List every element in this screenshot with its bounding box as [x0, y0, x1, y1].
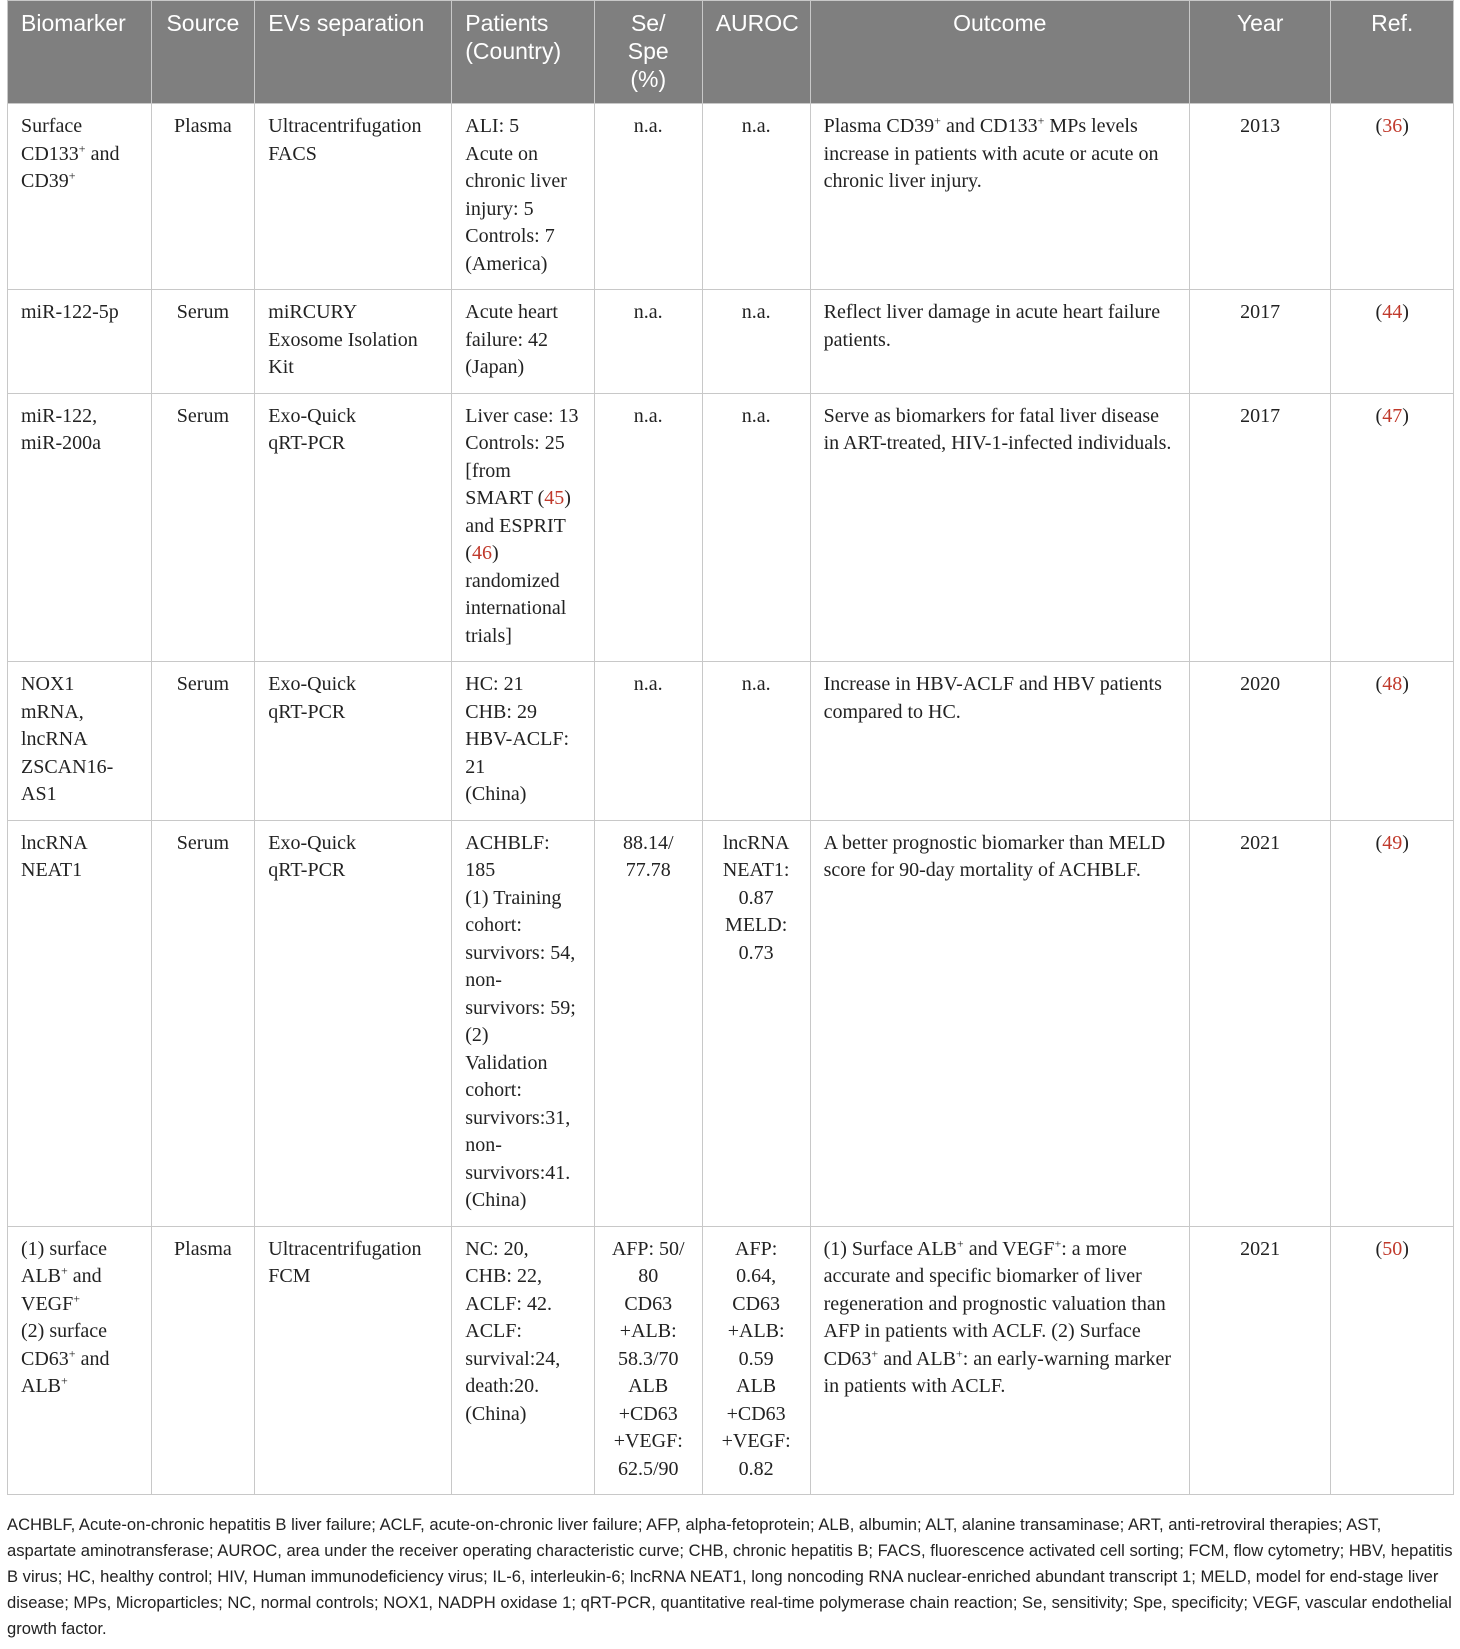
table-container	[7, 0, 1454, 1495]
reference-link[interactable]: 44	[1382, 301, 1403, 323]
cell-ref	[1331, 820, 1454, 1226]
header-ref: Ref.	[1331, 1, 1454, 104]
table-row	[8, 290, 1454, 394]
header-biomarker: Biomarker	[8, 1, 152, 104]
cell-year: 2021	[1189, 820, 1330, 1226]
cell-biomarker	[8, 290, 152, 394]
reference-link[interactable]: 50	[1382, 1237, 1403, 1260]
cell-year: 2017	[1189, 290, 1330, 394]
cell-biomarker	[8, 393, 152, 662]
paren-close: )	[1402, 404, 1409, 427]
header-patients: Patients (Country)	[452, 1, 595, 104]
cell-patients	[452, 662, 595, 821]
header-row	[8, 1, 1454, 104]
cell-evs-separation: Ultracentrifugation FACS	[255, 104, 452, 290]
cell-outcome	[810, 393, 1189, 662]
text-fragment: Surface CD133	[21, 115, 83, 165]
cell-patients	[452, 290, 595, 394]
cell-se-spe: n.a.	[594, 290, 702, 394]
superscript: +	[68, 1345, 76, 1360]
superscript: +	[871, 1345, 879, 1360]
cell-biomarker	[8, 662, 152, 821]
header-year: Year	[1189, 1, 1330, 104]
cell-ref	[1331, 662, 1454, 821]
text-fragment: : an early-warning marker in patients with ACLF.	[823, 1347, 1171, 1397]
cell-year: 2013	[1189, 104, 1330, 290]
cell-ref	[1331, 393, 1454, 662]
cell-ref	[1331, 1226, 1454, 1495]
cell-source: Serum	[151, 393, 255, 662]
reference-link[interactable]: 49	[1382, 831, 1403, 854]
cell-se-spe: n.a.	[594, 662, 702, 821]
superscript: +	[68, 168, 76, 183]
paren-close: )	[1402, 673, 1409, 695]
header-evs-separation: EVs separation	[255, 1, 452, 104]
superscript: +	[956, 1235, 964, 1250]
paren-open: (	[1375, 404, 1383, 427]
cell-source: Plasma	[151, 1226, 255, 1495]
text-fragment: miR-122-5p	[21, 301, 119, 323]
cell-source: Serum	[151, 662, 255, 821]
paren-open: (	[1375, 673, 1383, 695]
text-fragment: Serve as biomarkers for fatal liver disease in ART-treated, HIV-1-infected individuals.	[823, 404, 1172, 454]
text-fragment: lncRNA NEAT1	[21, 831, 88, 881]
cell-se-spe: 88.14/ 77.78	[594, 820, 702, 1226]
cell-evs-separation: Ultracentrifugation FCM	[255, 1226, 452, 1495]
cell-source: Serum	[151, 290, 255, 394]
text-fragment: ) randomized international trials]	[465, 542, 567, 647]
cell-patients	[452, 104, 595, 290]
text-fragment: NC: 20, CHB: 22, ACLF: 42. ACLF: survival:24, death:20. (China)	[465, 1237, 561, 1425]
superscript: +	[934, 113, 941, 128]
text-fragment: Increase in HBV-ACLF and HBV patients compared to HC.	[823, 673, 1162, 723]
cell-evs-separation: Exo-Quick qRT-PCR	[255, 393, 452, 662]
cell-evs-separation: Exo-Quick qRT-PCR	[255, 662, 452, 821]
text-fragment: Plasma CD39	[823, 115, 935, 137]
superscript: +	[73, 1290, 81, 1305]
paren-close: )	[1402, 831, 1409, 854]
cell-ref	[1331, 290, 1454, 394]
text-fragment: MPs levels increase in patients with acute or acute on chronic liver injury.	[823, 115, 1159, 192]
text-fragment: ACHBLF: 185 (1) Training cohort: survivors: 54, non- survivors: 59; (2) Validation cohort: survivors:31, non- survivors:41. (China)	[465, 831, 576, 1211]
header-outcome: Outcome	[810, 1, 1189, 104]
superscript: +	[61, 1373, 68, 1388]
cell-se-spe: AFP: 50/ 80 CD63 +ALB: 58.3/70 ALB +CD63 +VEGF: 62.5/90	[594, 1226, 702, 1495]
text-fragment: and CD133	[940, 115, 1038, 137]
text-fragment: (1) surface ALB	[21, 1237, 108, 1287]
cell-outcome	[810, 104, 1189, 290]
reference-link[interactable]: 47	[1382, 404, 1403, 427]
cell-outcome	[810, 1226, 1189, 1495]
cell-se-spe: n.a.	[594, 393, 702, 662]
cell-patients	[452, 393, 595, 662]
superscript: +	[1054, 1235, 1062, 1250]
cell-patients	[452, 820, 595, 1226]
reference-link[interactable]: 36	[1382, 115, 1403, 137]
header-source: Source	[151, 1, 255, 104]
text-fragment: : a more accurate and specific biomarker of liver regeneration and prognostic valuation than AFP in patients with ACLF. (2) Surface CD63	[823, 1237, 1166, 1370]
table-row	[8, 820, 1454, 1226]
cell-patients	[452, 1226, 595, 1495]
table-row	[8, 393, 1454, 662]
paren-open: (	[1375, 831, 1383, 854]
cell-biomarker	[8, 104, 152, 290]
reference-link[interactable]: 45	[544, 487, 565, 509]
cell-outcome	[810, 290, 1189, 394]
text-fragment: ) and ESPRIT (	[465, 487, 571, 564]
cell-auroc: n.a.	[702, 104, 810, 290]
cell-ref	[1331, 104, 1454, 290]
text-fragment: and VEGF	[21, 1265, 102, 1315]
header-se-spe: Se/ Spe (%)	[594, 1, 702, 104]
cell-outcome	[810, 820, 1189, 1226]
text-fragment: and CD39	[21, 142, 120, 192]
cell-source: Plasma	[151, 104, 255, 290]
header-auroc: AUROC	[702, 1, 810, 104]
text-fragment: Acute heart failure: 42 (Japan)	[465, 301, 558, 378]
cell-year: 2021	[1189, 1226, 1330, 1495]
paren-open: (	[1375, 1237, 1383, 1260]
text-fragment: A better prognostic biomarker than MELD score for 90-day mortality of ACHBLF.	[823, 831, 1166, 881]
text-fragment: ALI: 5 Acute on chronic liver injury: 5 Controls: 7 (America)	[465, 115, 567, 275]
reference-link[interactable]: 48	[1382, 673, 1403, 695]
paren-open: (	[1375, 115, 1383, 137]
reference-link[interactable]: 46	[471, 542, 492, 564]
text-fragment: (1) Surface ALB	[823, 1237, 957, 1260]
table-row	[8, 662, 1454, 821]
paren-close: )	[1402, 301, 1409, 323]
cell-evs-separation: Exo-Quick qRT-PCR	[255, 820, 452, 1226]
text-fragment: miR-122, miR-200a	[21, 404, 101, 454]
cell-se-spe: n.a.	[594, 104, 702, 290]
cell-biomarker	[8, 820, 152, 1226]
table-row	[8, 1226, 1454, 1495]
cell-auroc: n.a.	[702, 290, 810, 394]
cell-biomarker	[8, 1226, 152, 1495]
cell-year: 2017	[1189, 393, 1330, 662]
cell-source: Serum	[151, 820, 255, 1226]
superscript: +	[78, 140, 86, 155]
paren-close: )	[1402, 1237, 1409, 1260]
cell-auroc: AFP: 0.64, CD63 +ALB: 0.59 ALB +CD63 +VEGF: 0.82	[702, 1226, 810, 1495]
text-fragment: and VEGF	[963, 1237, 1055, 1260]
biomarker-table	[7, 0, 1454, 1495]
text-fragment: and ALB	[21, 1347, 110, 1397]
text-fragment: NOX1 mRNA, lncRNA ZSCAN16- AS1	[21, 673, 114, 805]
cell-auroc: lncRNA NEAT1: 0.87 MELD: 0.73	[702, 820, 810, 1226]
superscript: +	[955, 1345, 963, 1360]
text-fragment: Reflect liver damage in acute heart failure patients.	[823, 301, 1161, 351]
paren-close: )	[1402, 115, 1409, 137]
superscript: +	[61, 1263, 68, 1278]
cell-auroc: n.a.	[702, 662, 810, 821]
superscript: +	[1037, 113, 1045, 128]
cell-year: 2020	[1189, 662, 1330, 821]
table-row	[8, 104, 1454, 290]
text-fragment: and ALB	[878, 1347, 956, 1370]
text-fragment: Liver case: 13 Controls: 25 [from SMART (	[465, 404, 579, 509]
cell-auroc: n.a.	[702, 393, 810, 662]
table-footnote: ACHBLF, Acute-on-chronic hepatitis B liver failure; ACLF, acute-on-chronic liver failure; AFP, alpha-fetoprotein; ALB, albumin; ALT, alanine transaminase; ART, anti-retroviral therapies; AST, aspartate aminotransferase; AUROC, area under the receiver operating characteristic curve; CHB, chronic hepatitis B; FACS, fluorescence activated cell sorting; FCM, flow cytometry; HBV, hepatitis B virus; HC, healthy control; HIV, Human immunodeficiency virus; IL-6, interleukin-6; lncRNA NEAT1, long noncoding RNA nuclear-enriched abundant transcript 1; MELD, model for end-stage liver disease; MPs, Microparticles; NC, normal controls; NOX1, NADPH oxidase 1; qRT-PCR, quantitative real-time polymerase chain reaction; Se, sensitivity; Spe, specificity; VEGF, vascular endothelial growth factor.	[7, 1515, 1453, 1638]
paren-open: (	[1375, 301, 1383, 323]
cell-outcome	[810, 662, 1189, 821]
text-fragment: HC: 21 CHB: 29 HBV-ACLF: 21 (China)	[465, 673, 569, 805]
cell-evs-separation: miRCURY Exosome Isolation Kit	[255, 290, 452, 394]
text-fragment: (2) surface CD63	[21, 1320, 108, 1370]
